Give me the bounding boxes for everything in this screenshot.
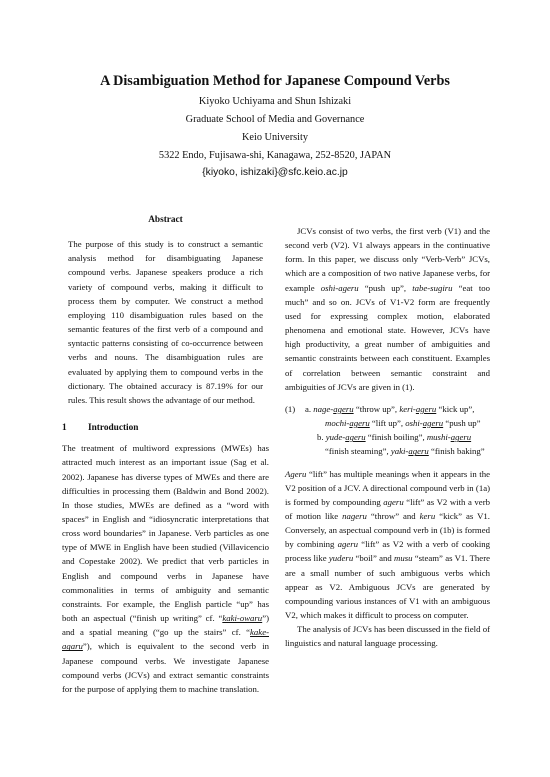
japanese-term: tabe-sugiru (412, 282, 453, 293)
japanese-term: nage- (313, 403, 334, 414)
text-run: “eat too much” and so on. JCVs of V1-V2 form are frequently used for expressing complex motion, elaborated phenomena and emotional state. However, JCVs have high productivity, a great number of ambiguities and semantic constraints between each constituent. Examples of correlation between semantic constraint and ambiguities of JCVs are given in (1). (285, 282, 490, 392)
example-block (285, 402, 490, 459)
japanese-term: ageru (349, 418, 370, 429)
japanese-term: mochi- (325, 418, 350, 429)
japanese-term: ageru (422, 418, 444, 429)
paper-title: A Disambiguation Method for Japanese Compound Verbs (100, 73, 450, 89)
example-line-b2 (305, 444, 490, 458)
japanese-term: ageru (345, 432, 366, 443)
section-title: Introduction (88, 423, 139, 434)
text-run: JCVs consist of two verbs, the first verb (V1) and the second verb (V2). V1 always appears in the continuative form. In this paper, we discuss only “Verb-Verb” JCVs, which are a composition of two native Japanese verbs, for example (285, 226, 490, 293)
japanese-term: ageru (333, 403, 354, 414)
japanese-term: nageru (342, 510, 367, 521)
text-run: “steam” as V1. There are a small number of such ambiguous verbs which appear as V2. Ambiguous JCVs are generated by compounding various instances of V1 with an ambiguous V2, which makes it difficult to process on computer. (285, 553, 490, 621)
intro-paragraph-4: The analysis of JCVs has been discussed in the field of linguistics and natural language processing. (285, 624, 490, 649)
text-run: “boil” and (353, 553, 395, 564)
text-run: The treatment of multiword expressions (MWEs) has attracted much interest as an important issue (Sag et al. 2002). Japanese has diverse types of MWEs and there are difficulties in processing them (Baldwin and Bond 2002). In those studies, MWEs are defined as a “word with spaces” in English and “idiosyncratic interpretations that cross word boundaries” in Japanese. Verb particles as one type of MWE in English have been studied (Villavicencio and Copestake 2002). We predict that verb particles in English and compound verbs in Japanese have commonalities in terms of ambiguity and semantic constraints. For example, the English particle “up” has both an aspectual (“finish up writing” cf. “ (62, 443, 269, 624)
intro-paragraph-3 (285, 467, 490, 623)
japanese-term: yaki- (390, 446, 409, 457)
japanese-term: keru (419, 510, 436, 521)
japanese-term: keri- (399, 403, 416, 414)
japanese-term: yude- (325, 432, 346, 443)
text-run: “push up”, (358, 282, 413, 293)
abstract-heading: Abstract (148, 215, 183, 225)
text-run: “throw up”, (353, 403, 400, 414)
affiliation-university: Keio University (241, 132, 309, 143)
japanese-term: ageru (337, 539, 359, 550)
example-line-a2 (305, 416, 490, 430)
intro-paragraph-2 (285, 224, 490, 394)
japanese-term: musu (394, 553, 413, 564)
text-run: “push up” (443, 418, 481, 429)
japanese-term: ageru (450, 432, 472, 443)
intro-paragraph-1 (62, 441, 269, 696)
japanese-term: Ageru (285, 468, 307, 479)
left-column (62, 213, 269, 696)
section-number: 1 (62, 423, 67, 434)
japanese-term: yuderu (328, 553, 354, 564)
example-label: b. (317, 432, 324, 443)
japanese-term: oshi-ageru (320, 282, 359, 293)
japanese-term: kaki-owaru (222, 613, 263, 624)
example-line-a (305, 402, 490, 416)
example-number: (1) (285, 403, 296, 414)
text-run: “kick up”, (436, 403, 475, 414)
right-column (285, 200, 490, 651)
japanese-term: oshi- (405, 418, 423, 429)
example-line-b (305, 430, 490, 444)
email: {kiyoko, ishizaki}@sfc.keio.ac.jp (202, 167, 348, 178)
japanese-term: ageru (415, 403, 437, 414)
text-run: “finish boiling”, (365, 432, 427, 443)
authors: Kiyoko Uchiyama and Shun Ishizaki (198, 96, 352, 107)
address: 5322 Endo, Fujisawa-shi, Kanagawa, 252-8520, JAPAN (158, 150, 392, 161)
japanese-term: kake-agaru (62, 627, 269, 652)
text-run: “kick” as V1. Conversely, an aspectual compound verb in (1b) is formed by combining (285, 510, 490, 550)
text-run: “lift” has multiple meanings when it appears in the V2 position of a JCV. A directional compound verb in (1a) is formed by compounding (285, 468, 490, 507)
text-run: “lift” as V2 with a verb of cooking process like (285, 539, 490, 564)
text-run: ”), which is equivalent to the second verb in Japanese compound verbs. We investigate Japanese compound verbs (JCVs) and extract semantic constraints for the purpose of applying them to machine translation. (62, 641, 269, 694)
text-run: “finish baking” (428, 446, 485, 457)
affiliation-school: Graduate School of Media and Governance (185, 114, 365, 125)
japanese-term: ageru (383, 496, 404, 507)
text-run: “finish steaming”, (325, 446, 391, 457)
abstract-text: The purpose of this study is to construct a semantic analysis method for disambiguating Japanese compound verbs. Japanese speakers produce a rich variety of compound verbs, making it difficult to process them by computer. We construct a method employing 110 disambiguation rules based on the semantic features of the first verb of a compound and syntactic patterns consisting of co-occurrence between verbs and nouns. The disambiguation rules are evaluated by applying them to compound verbs in the dictionary. The obtained accuracy is 87.19% for our rules. This result shows the advantage of our method. (68, 239, 263, 405)
text-run: “throw” and (366, 510, 420, 521)
section-heading (62, 421, 269, 435)
text-run: ”) and a spatial meaning (“go up the stairs” cf. “ (62, 613, 269, 638)
japanese-term: mushi- (426, 432, 451, 443)
example-label: a. (305, 403, 312, 414)
japanese-term: ageru (408, 446, 429, 457)
text-run: “lift” as V2 with a verb of motion like (285, 496, 490, 521)
text-run: “lift up”, (369, 418, 406, 429)
